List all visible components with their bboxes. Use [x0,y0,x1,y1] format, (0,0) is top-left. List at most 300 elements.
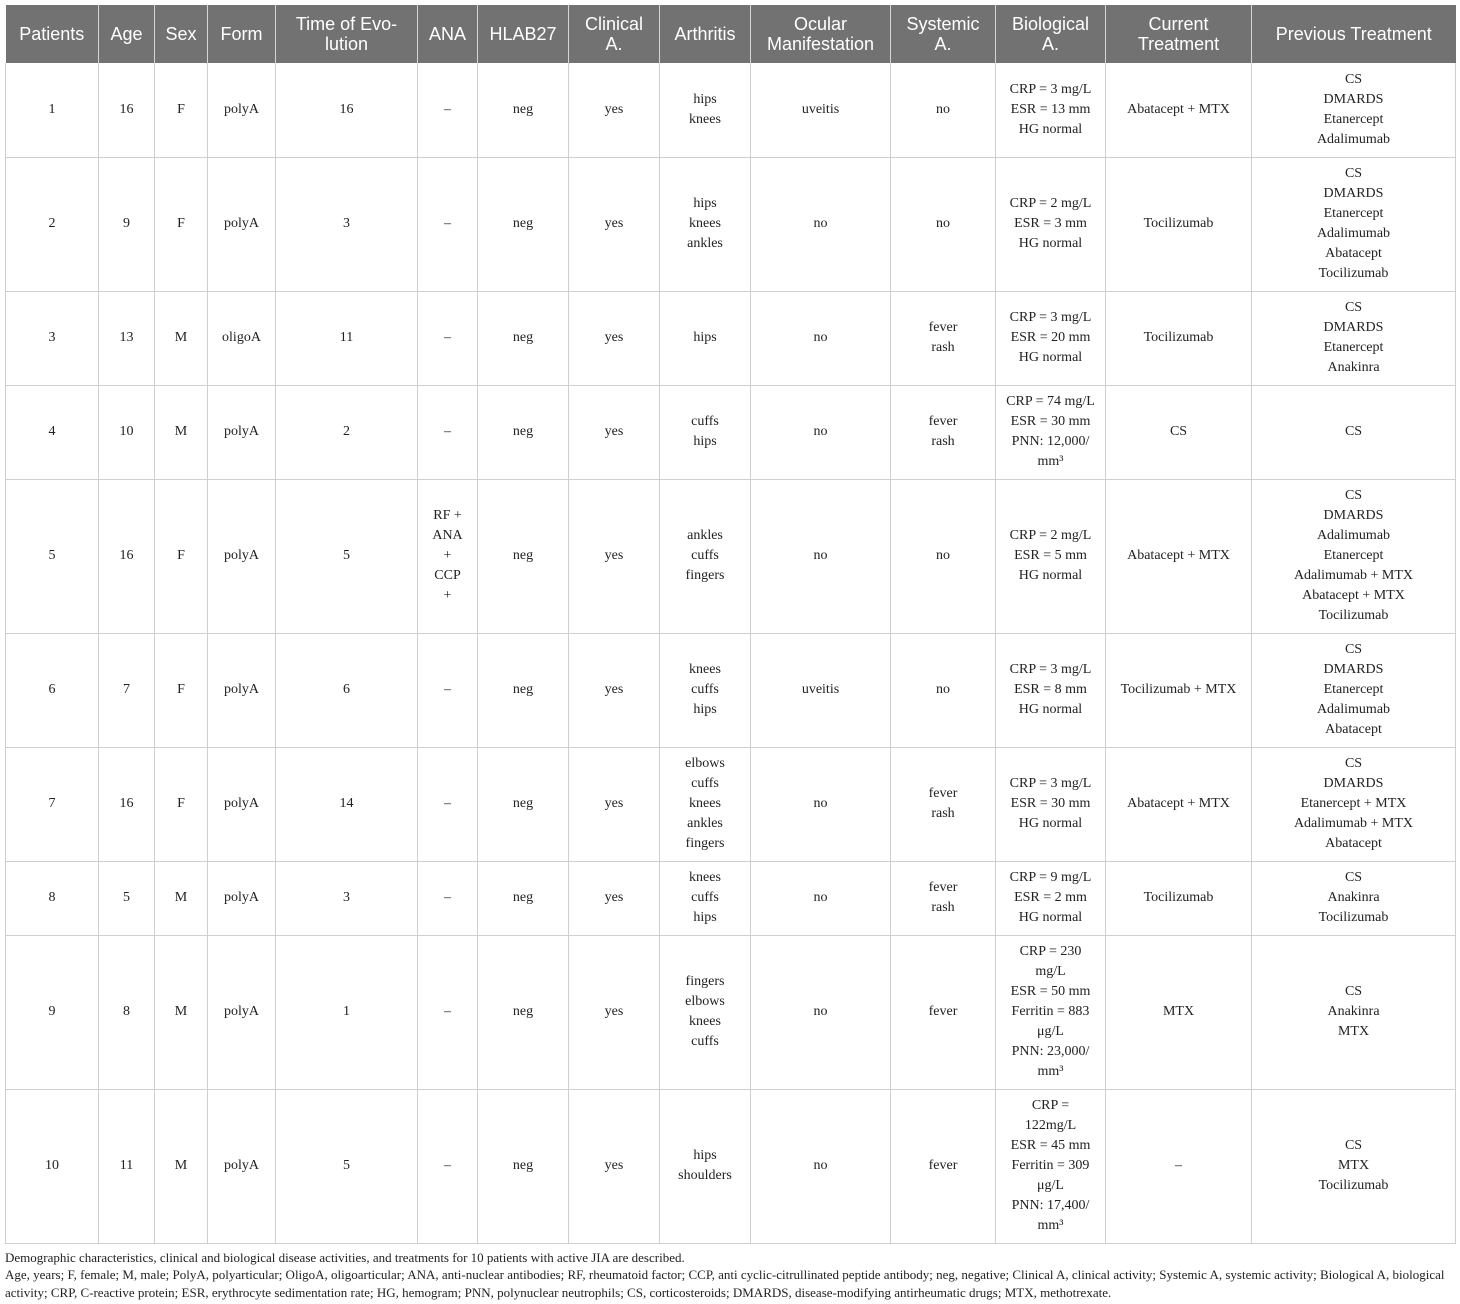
cell-text: ankles [687,528,723,543]
cell-form [208,747,276,861]
cell-systemic-activity [891,861,996,935]
cell-text: 2 [48,216,56,231]
cell-text: CS [1344,1138,1363,1153]
cell-text: MTX [1337,1158,1370,1173]
cell-text: DMARDS [1323,320,1384,335]
cell-text: Adalimumab + MTX [1293,568,1414,583]
cell-text: 14 [339,796,354,811]
cell-text: polyA [224,216,259,231]
cell-text: Abatacept + MTX [1127,548,1230,563]
cell-text: yes [604,796,624,811]
cell-text: fever [928,880,958,895]
cell-text: – [444,424,451,439]
cell-ana [418,633,478,747]
cell-text: ESR = 2 mm [1014,890,1087,905]
cell-ocular-manifestation [751,747,891,861]
cell-ana [418,1089,478,1243]
cell-text: Adalimumab + MTX [1293,816,1414,831]
cell-text: hips [693,910,717,925]
cell-text: mm³ [1037,1064,1064,1079]
header-hlab27 [478,5,569,63]
cell-clinical-activity [569,861,660,935]
cell-text: no [813,548,828,563]
cell-sex [155,479,208,633]
cell-text: polyA [224,682,259,697]
cell-text: hips [693,330,717,345]
cell-text: ESR = 3 mm [1014,216,1087,231]
cell-biological-activity [996,291,1106,385]
cell-text: no [813,890,828,905]
header-text: Sex [165,24,197,44]
cell-text: yes [604,682,624,697]
table-row [6,63,1456,157]
cell-text: 1 [48,101,56,117]
cell-text: hips [693,434,717,449]
cell-text: 3 [343,890,350,905]
cell-text: – [444,1158,451,1173]
cell-sex [155,747,208,861]
cell-arthritis [660,479,751,633]
cell-clinical-activity [569,63,660,157]
cell-text: no [936,682,950,697]
cell-text: polyA [224,424,259,439]
cell-text: Etanercept [1323,548,1384,563]
cell-clinical-activity [569,157,660,291]
cell-text: Abatacept + MTX [1302,588,1405,603]
header-systemic-activity [891,5,996,63]
cell-form [208,861,276,935]
cell-time-of-evolution [276,861,418,935]
cell-current-treatment [1106,747,1252,861]
cell-text: polyA [224,1158,259,1173]
cell-text: neg [512,101,534,117]
cell-text: RF + [433,508,462,523]
cell-text: cuffs [691,776,719,791]
cell-text: ESR = 30 mm [1010,414,1091,429]
cell-text: neg [512,890,534,905]
header-text: Systemic [906,14,980,34]
cell-arthritis [660,633,751,747]
table-row [6,935,1456,1089]
cell-time-of-evolution [276,747,418,861]
cell-text: 122mg/L [1024,1118,1077,1133]
cell-systemic-activity [891,1089,996,1243]
cell-previous-treatment [1252,747,1456,861]
table-row [6,747,1456,861]
cell-text: CRP = [1031,1098,1070,1113]
cell-arthritis [660,861,751,935]
cell-text: Abatacept + MTX [1127,101,1230,117]
cell-text: yes [604,330,624,345]
cell-text: CRP = 3 mg/L [1009,81,1092,97]
cell-text: yes [604,1158,624,1173]
cell-text: CS [1344,424,1363,439]
cell-previous-treatment [1252,63,1456,157]
cell-ocular-manifestation [751,1089,891,1243]
cell-text: neg [512,682,534,697]
cell-ana [418,861,478,935]
cell-text: no [813,1158,828,1173]
cell-text: M [174,424,188,439]
cell-text: neg [512,1158,534,1173]
cell-time-of-evolution [276,157,418,291]
cell-text: M [174,330,188,345]
cell-current-treatment [1106,935,1252,1089]
header-text: A. [1041,34,1059,54]
cell-text: 9 [48,1004,56,1019]
cell-current-treatment [1106,861,1252,935]
table-row [6,157,1456,291]
cell-text: mg/L [1035,964,1066,979]
cell-hlab27 [478,633,569,747]
cell-text: F [177,548,185,563]
cell-systemic-activity [891,385,996,479]
cell-text: Tocilizumab [1318,608,1389,623]
cell-ocular-manifestation [751,63,891,157]
cell-text: 6 [48,682,56,697]
cell-text: Etanercept + MTX [1300,796,1407,811]
cell-text: polyA [224,101,259,117]
cell-form [208,935,276,1089]
header-row [6,5,1456,63]
cell-text: CRP = 3 mg/L [1009,310,1092,325]
cell-ana [418,157,478,291]
cell-current-treatment [1106,157,1252,291]
table-container [5,5,1455,1301]
cell-text: – [444,796,451,811]
cell-previous-treatment [1252,633,1456,747]
header-text: Clinical [584,14,644,34]
cell-text: hips [693,702,717,717]
cell-text: yes [604,101,624,117]
cell-text: Ferritin = 883 [1011,1004,1090,1019]
cell-ocular-manifestation [751,479,891,633]
cell-text: HG normal [1018,702,1083,717]
cell-form [208,479,276,633]
cell-age [99,385,155,479]
cell-current-treatment [1106,63,1252,157]
cell-text: ankles [687,236,723,251]
cell-text: no [813,330,828,345]
cell-clinical-activity [569,1089,660,1243]
cell-text: neg [512,330,534,345]
cell-text: polyA [224,548,259,563]
cell-text: yes [604,1004,624,1019]
cell-sex [155,63,208,157]
cell-text: 5 [48,548,56,563]
cell-clinical-activity [569,633,660,747]
cell-text: hips [693,1148,717,1163]
cell-text: no [936,548,950,563]
cell-text: no [813,796,828,811]
cell-clinical-activity [569,935,660,1089]
cell-biological-activity [996,479,1106,633]
cell-text: – [444,101,451,117]
cell-previous-treatment [1252,385,1456,479]
header-text: Form [220,24,263,44]
cell-text: Anakinra [1327,360,1380,375]
header-arthritis [660,5,751,63]
cell-text: 5 [343,1158,350,1173]
cell-text: mm³ [1037,454,1064,469]
cell-text: uveitis [801,101,840,117]
cell-text: HG normal [1018,121,1083,137]
cell-text: 11 [339,330,354,345]
cell-systemic-activity [891,291,996,385]
cell-text: no [936,101,950,117]
cell-text: Abatacept [1325,246,1382,261]
cell-text: ESR = 45 mm [1010,1138,1091,1153]
cell-hlab27 [478,63,569,157]
cell-current-treatment [1106,633,1252,747]
cell-text: Abatacept [1325,722,1382,737]
cell-systemic-activity [891,935,996,1089]
cell-text: fever [928,786,958,801]
header-ocular-manifestation [751,5,891,63]
cell-form [208,633,276,747]
cell-biological-activity [996,935,1106,1089]
header-text: Time of Evo- [295,14,398,34]
cell-text: 1 [343,1004,350,1019]
cell-ana [418,747,478,861]
cell-text: ESR = 30 mm [1010,796,1091,811]
cell-text: F [177,682,185,697]
cell-age [99,157,155,291]
cell-text: neg [512,216,534,231]
cell-text: CS [1344,756,1363,771]
cell-text: 8 [123,1004,130,1019]
cell-sex [155,157,208,291]
cell-time-of-evolution [276,385,418,479]
cell-text: 8 [48,890,56,905]
cell-hlab27 [478,935,569,1089]
cell-text: ESR = 50 mm [1010,984,1091,999]
cell-ana [418,479,478,633]
header-text: Manifestation [766,34,875,54]
header-text: Treatment [1137,34,1220,54]
cell-text: Anakinra [1327,1004,1380,1019]
cell-arthritis [660,291,751,385]
cell-sex [155,935,208,1089]
cell-text: – [444,682,451,697]
cell-text: ankles [687,816,723,831]
table-row [6,633,1456,747]
cell-biological-activity [996,1089,1106,1243]
header-text: A. [934,34,952,54]
cell-text: yes [604,890,624,905]
abbreviation-notes: Age, years; F, female; M, male; PolyA, polyarticular; OligoA, oligoarticular; ANA, anti-nuclear antibodies; RF, rheumatoid factor; CCP, anti cyclic-citrullinated peptide antibody; neg, negative; Clinical A, clinical activity; Systemic A, systemic activity; Biological A, biological activity; CRP, C-reactive protein; ESR, erythrocyte sedimentation rate; HG, hemogram; PNN, polynuclear neutrophils; CS, corticosteroids; DMARDS, disease-modifying antirheumatic drugs; MTX, methotrexate. [5,1267,1445,1300]
header-text: ANA [428,24,466,44]
cell-text: Abatacept + MTX [1127,796,1230,811]
header-text: A. [605,34,623,54]
cell-patients [6,63,99,157]
cell-text: no [813,1004,828,1019]
cell-text: DMARDS [1323,662,1384,677]
cell-text: Etanercept [1323,340,1384,355]
cell-hlab27 [478,1089,569,1243]
cell-text: – [444,890,451,905]
cell-hlab27 [478,291,569,385]
cell-text: + [443,588,452,603]
cell-hlab27 [478,479,569,633]
cell-text: rash [931,900,955,915]
cell-systemic-activity [891,63,996,157]
cell-text: yes [604,424,624,439]
cell-text: 4 [48,424,56,439]
cell-systemic-activity [891,633,996,747]
table-header [6,5,1456,63]
cell-sex [155,861,208,935]
cell-text: CS [1344,870,1363,885]
cell-form [208,1089,276,1243]
cell-text: CS [1169,424,1188,439]
cell-text: Tocilizumab [1318,266,1389,281]
cell-text: knees [689,870,721,885]
cell-patients [6,385,99,479]
cell-text: M [174,890,188,905]
cell-clinical-activity [569,747,660,861]
cell-systemic-activity [891,747,996,861]
cell-text: no [936,216,950,231]
cell-text: hips [693,91,717,107]
cell-text: Tocilizumab [1143,216,1214,231]
header-biological-activity [996,5,1106,63]
cell-text: Etanercept [1323,111,1384,127]
cell-text: PNN: 23,000/ [1011,1044,1090,1059]
cell-text: DMARDS [1323,186,1384,201]
table-caption: Demographic characteristics, clinical and biological disease activities, and treatments for 10 patients with active JIA are described. [5,1249,685,1265]
cell-text: 13 [119,330,134,345]
cell-time-of-evolution [276,1089,418,1243]
cell-current-treatment [1106,291,1252,385]
cell-text: CS [1344,300,1363,315]
cell-text: – [444,1004,451,1019]
cell-age [99,479,155,633]
cell-text: 3 [48,330,56,345]
table-notes [5,1249,1455,1302]
cell-text: PNN: 17,400/ [1011,1198,1090,1213]
cell-sex [155,1089,208,1243]
cell-patients [6,747,99,861]
cell-text: polyA [224,796,259,811]
cell-text: fever [928,414,958,429]
table-row [6,479,1456,633]
cell-text: DMARDS [1323,91,1384,107]
cell-sex [155,291,208,385]
cell-text: CS [1344,71,1363,87]
cell-current-treatment [1106,479,1252,633]
cell-patients [6,1089,99,1243]
cell-text: Tocilizumab [1143,330,1214,345]
cell-text: 10 [45,1158,59,1173]
cell-text: 10 [119,424,134,439]
cell-text: CS [1344,642,1363,657]
cell-hlab27 [478,861,569,935]
table-row [6,385,1456,479]
header-current-treatment [1106,5,1252,63]
cell-text: Adalimumab [1316,702,1391,717]
cell-text: fever [928,320,958,335]
cell-text: neg [512,424,534,439]
cell-text: 16 [119,548,134,563]
cell-ocular-manifestation [751,291,891,385]
header-previous-treatment [1252,5,1456,63]
cell-text: 5 [343,548,350,563]
cell-text: MTX [1337,1024,1370,1039]
cell-systemic-activity [891,479,996,633]
cell-text: M [174,1004,188,1019]
cell-text: rash [931,434,955,449]
cell-text: CRP = 3 mg/L [1009,776,1092,791]
cell-previous-treatment [1252,1089,1456,1243]
table-row [6,861,1456,935]
cell-text: shoulders [678,1168,732,1183]
cell-text: 9 [123,216,130,231]
cell-text: Adalimumab [1316,528,1391,543]
cell-ana [418,291,478,385]
header-sex [155,5,208,63]
header-clinical-activity [569,5,660,63]
cell-text: fever [928,1158,958,1173]
cell-biological-activity [996,747,1106,861]
header-text: Biological [1011,14,1090,34]
cell-text: cuffs [691,414,719,429]
cell-text: elbows [685,756,725,771]
cell-text: CRP = 230 [1019,944,1082,959]
cell-time-of-evolution [276,291,418,385]
cell-text: Etanercept [1323,206,1384,221]
header-text: Current [1148,14,1209,34]
cell-text: cuffs [691,1034,719,1049]
cell-previous-treatment [1252,861,1456,935]
cell-text: Tocilizumab [1318,910,1389,925]
cell-ocular-manifestation [751,633,891,747]
header-ana [418,5,478,63]
cell-time-of-evolution [276,479,418,633]
table-body [6,63,1456,1243]
cell-text: PNN: 12,000/ [1011,434,1090,449]
header-text: lution [324,34,369,54]
cell-text: Adalimumab [1316,226,1391,241]
cell-form [208,63,276,157]
cell-text: HG normal [1018,816,1083,831]
cell-text: knees [689,796,721,811]
cell-text: Tocilizumab [1318,1178,1389,1193]
cell-ana [418,935,478,1089]
cell-text: rash [931,806,955,821]
cell-time-of-evolution [276,633,418,747]
table-row [6,1089,1456,1243]
cell-arthritis [660,63,751,157]
cell-hlab27 [478,157,569,291]
cell-sex [155,633,208,747]
cell-text: polyA [224,890,259,905]
header-text: Ocular [793,14,847,34]
cell-text: Adalimumab [1316,131,1391,147]
cell-text: fingers [685,836,725,851]
cell-arthritis [660,157,751,291]
header-patients [6,5,99,63]
cell-current-treatment [1106,385,1252,479]
cell-clinical-activity [569,385,660,479]
cell-text: MTX [1162,1004,1195,1019]
cell-text: CS [1344,488,1363,503]
cell-text: yes [604,216,624,231]
cell-systemic-activity [891,157,996,291]
cell-text: 3 [343,216,350,231]
cell-arthritis [660,1089,751,1243]
cell-text: 7 [123,682,130,697]
